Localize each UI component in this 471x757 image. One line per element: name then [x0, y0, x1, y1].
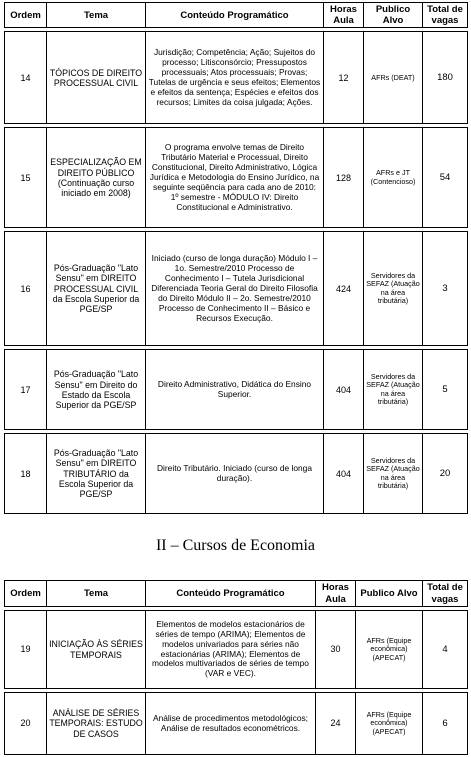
- header-vagas: Total de vagas: [423, 3, 468, 28]
- cell-horas: 128: [324, 128, 364, 228]
- cell-vagas: 5: [423, 350, 468, 430]
- table-header-row: [5, 581, 468, 607]
- table-row: [5, 128, 468, 228]
- courses-table-economics: [4, 580, 468, 755]
- cell-tema: Pós-Graduação "Lato Sensu" em DIREITO TRIBUTÁRIO da Escola Superior da PGE/SP: [47, 434, 146, 514]
- cell-tema: TÓPICOS DE DIREITO PROCESSUAL CIVIL: [47, 32, 146, 124]
- header-horas: Horas Aula: [316, 581, 356, 607]
- cell-tema: Pós-Graduação "Lato Sensu" em Direito do Estado da Escola Superior da PGE/SP: [47, 350, 146, 430]
- cell-tema: ESPECIALIZAÇÃO EM DIREITO PÚBLICO (Continuação curso iniciado em 2008): [47, 128, 146, 228]
- cell-ordem: 20: [5, 693, 47, 755]
- table-row: [5, 693, 468, 755]
- cell-horas: 30: [316, 611, 356, 689]
- cell-horas: 404: [324, 434, 364, 514]
- cell-publico: Servidores da SEFAZ (Atuação na área tributária): [364, 434, 423, 514]
- header-conteudo: Conteúdo Programático: [146, 3, 324, 28]
- cell-ordem: 19: [5, 611, 47, 689]
- cell-publico: Servidores da SEFAZ (Atuação na área tributária): [364, 232, 423, 346]
- cell-publico: Servidores da SEFAZ (Atuação na área tributária): [364, 350, 423, 430]
- cell-ordem: 14: [5, 32, 47, 124]
- header-tema: Tema: [47, 3, 146, 28]
- cell-vagas: 6: [423, 693, 468, 755]
- header-tema: Tema: [47, 581, 146, 607]
- cell-conteudo: Elementos de modelos estacionários de séries de tempo (ARIMA); Elementos de modelos univariados para séries não estacionárias (ARIMA); Elementos de modelos multivariados de séries de tempo (VAR e VEC).: [146, 611, 316, 689]
- cell-conteudo: Direito Tributário. Iniciado (curso de longa duração).: [146, 434, 324, 514]
- cell-horas: 24: [316, 693, 356, 755]
- cell-vagas: 4: [423, 611, 468, 689]
- cell-conteudo: Iniciado (curso de longa duração) Módulo I – 1o. Semestre/2010 Processo de Conhecimento I – Tutela Jurisdicional Diferenciada Teoria Geral do Direito Filosofia do Direito Módulo II – 2o. Semestre/2010 Processo de Conhecimento II – Básico e Recursos Execução.: [146, 232, 324, 346]
- cell-tema: Pós-Graduação "Lato Sensu" em DIREITO PROCESSUAL CIVIL da Escola Superior da PGE/SP: [47, 232, 146, 346]
- cell-vagas: 54: [423, 128, 468, 228]
- cell-horas: 404: [324, 350, 364, 430]
- courses-table-law: [4, 2, 468, 514]
- cell-horas: 424: [324, 232, 364, 346]
- header-publico: Publico Alvo: [356, 581, 423, 607]
- cell-ordem: 17: [5, 350, 47, 430]
- cell-ordem: 18: [5, 434, 47, 514]
- cell-tema: ANÁLISE DE SÉRIES TEMPORAIS: ESTUDO DE CASOS: [47, 693, 146, 755]
- cell-publico: AFRs (Equipe econômica) (APECAT): [356, 611, 423, 689]
- cell-tema: INICIAÇÃO ÀS SÉRIES TEMPORAIS: [47, 611, 146, 689]
- cell-ordem: 15: [5, 128, 47, 228]
- header-conteudo: Conteúdo Programático: [146, 581, 316, 607]
- table-row: [5, 232, 468, 346]
- header-horas: Horas Aula: [324, 3, 364, 28]
- table-row: [5, 32, 468, 124]
- cell-publico: AFRs (Equipe econômica) (APECAT): [356, 693, 423, 755]
- table-row: [5, 611, 468, 689]
- header-ordem: Ordem: [5, 3, 47, 28]
- cell-vagas: 3: [423, 232, 468, 346]
- header-ordem: Ordem: [5, 581, 47, 607]
- cell-publico: AFRs (DEAT): [364, 32, 423, 124]
- cell-conteudo: Jurisdição; Competência; Ação; Sujeitos do processo; Litisconsórcio; Pressupostos processuais; Atos processuais; Provas; Tutelas de urgência e seus efeitos; Elementos e efeitos da sentença; Espécies e efeitos dos recursos; Limites da coisa julgada; Ações.: [146, 32, 324, 124]
- cell-conteudo: Análise de procedimentos metodológicos; Análise de resultados econométricos.: [146, 693, 316, 755]
- header-vagas: Total de vagas: [423, 581, 468, 607]
- table-row: [5, 434, 468, 514]
- header-publico: Publico Alvo: [364, 3, 423, 28]
- section-title: II – Cursos de Economia: [155, 537, 316, 554]
- cell-ordem: 16: [5, 232, 47, 346]
- cell-vagas: 180: [423, 32, 468, 124]
- cell-horas: 12: [324, 32, 364, 124]
- table-header-row: [5, 3, 468, 28]
- cell-vagas: 20: [423, 434, 468, 514]
- cell-conteudo: Direito Administrativo, Didática do Ensino Superior.: [146, 350, 324, 430]
- table-row: [5, 350, 468, 430]
- cell-publico: AFRs e JT (Contencioso): [364, 128, 423, 228]
- cell-conteudo: O programa envolve temas de Direito Tributário Material e Processual, Direito Constitucional, Direito Administrativo, Lógica Jurídica e Metodologia do Ensino Jurídico, na seguinte seqüência para cada ano de 2010: 1º semestre - MÓDULO IV: Direito Constitucional e Administrativo.: [146, 128, 324, 228]
